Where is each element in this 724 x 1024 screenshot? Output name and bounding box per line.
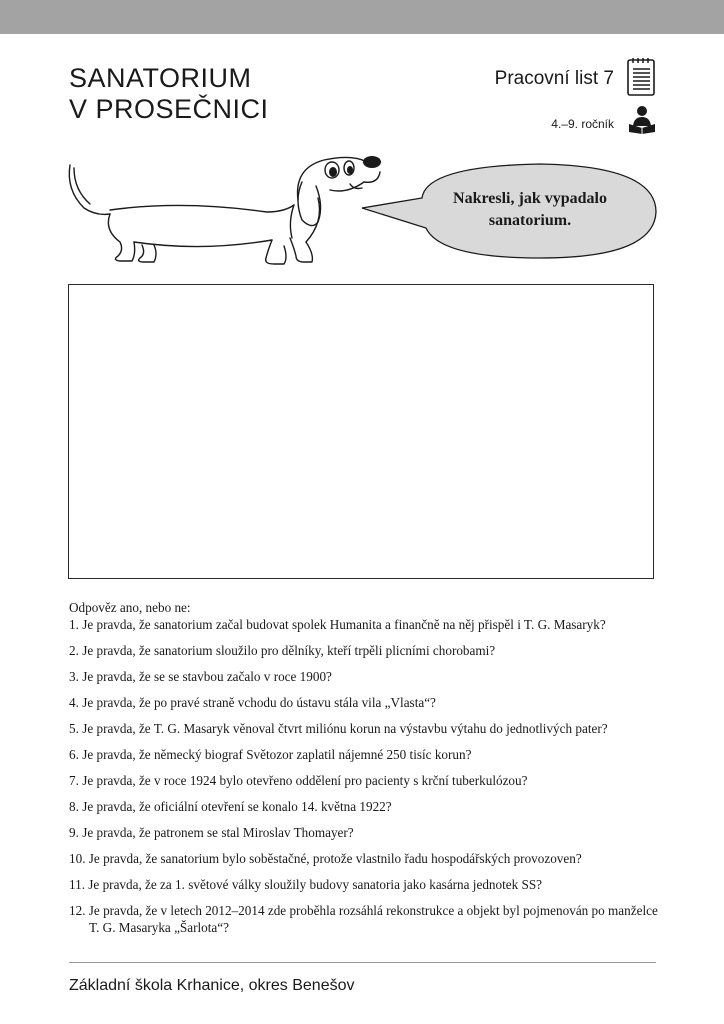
question-text: Je pravda, že sanatorium bylo soběstačné, protože vlastnilo řadu hospodářských provozoven? [88, 851, 582, 866]
school-footer: Základní škola Krhanice, okres Benešov [69, 977, 355, 994]
question-number: 4. [69, 695, 79, 710]
question-item [69, 876, 669, 893]
question-text: Je pravda, že německý biograf Světozor zaplatil nájemné 250 tisíc korun? [82, 747, 472, 762]
footer-divider [69, 962, 656, 963]
question-text: Je pravda, že T. G. Masaryk věnoval čtvrt miliónu korun na výstavbu výtahu do jednotlivých pater? [82, 721, 608, 736]
question-text: Je pravda, že v letech 2012–2014 zde proběhla rozsáhlá rekonstrukce a objekt byl pojmenován po manželce T. G. Masaryka „Šarlota“? [88, 903, 658, 935]
question-item [69, 902, 669, 936]
question-number: 3. [69, 669, 79, 684]
reading-student-icon [627, 104, 657, 134]
question-number: 6. [69, 747, 79, 762]
question-number: 11. [69, 877, 85, 892]
title-line-1: SANATORIUM [69, 63, 252, 93]
grade-label: 4.–9. ročník [551, 117, 614, 131]
question-text: Je pravda, že v roce 1924 bylo otevřeno oddělení pro pacienty s krční tuberkulózou? [82, 773, 528, 788]
question-number: 7. [69, 773, 79, 788]
top-bar [0, 0, 724, 34]
question-list [69, 616, 669, 936]
task-instruction: Odpověz ano, nebo ne: [69, 600, 191, 615]
question-item [69, 668, 669, 685]
question-item [69, 720, 669, 737]
question-item [69, 746, 669, 763]
question-number: 8. [69, 799, 79, 814]
title-line-2: V PROSEČNICI [69, 94, 269, 124]
question-item [69, 824, 669, 841]
dachshund-illustration [62, 150, 392, 275]
question-item [69, 772, 669, 789]
question-item [69, 850, 669, 867]
worksheet-label: Pracovní list 7 [494, 68, 614, 89]
question-text: Je pravda, že patronem se stal Miroslav Thomayer? [82, 825, 354, 840]
question-item [69, 616, 669, 633]
drawing-area[interactable] [68, 284, 654, 579]
page-title [69, 63, 269, 125]
question-number: 12. [69, 903, 86, 918]
question-number: 9. [69, 825, 79, 840]
question-number: 10. [69, 851, 86, 866]
question-item [69, 642, 669, 659]
notebook-icon [626, 57, 656, 97]
question-text: Je pravda, že za 1. světové války sloužily budovy sanatoria jako kasárna jednotek SS? [88, 877, 543, 892]
question-text: Je pravda, že oficiální otevření se konalo 14. května 1922? [82, 799, 392, 814]
question-section [69, 599, 669, 945]
question-item [69, 798, 669, 815]
question-text: Je pravda, že se se stavbou začalo v roce 1900? [82, 669, 332, 684]
question-text: Je pravda, že po pravé straně vchodu do ústavu stála vila „Vlasta“? [82, 695, 436, 710]
question-number: 1. [69, 617, 79, 632]
question-number: 5. [69, 721, 79, 736]
question-text: Je pravda, že sanatorium sloužilo pro dělníky, kteří trpěli plicními chorobami? [82, 643, 496, 658]
question-text: Je pravda, že sanatorium začal budovat spolek Humanita a finančně na něj přispěl i T. G. Masaryk? [82, 617, 606, 632]
speech-bubble-text: Nakresli, jak vypadalo sanatorium. [453, 190, 607, 229]
question-item [69, 694, 669, 711]
question-number: 2. [69, 643, 79, 658]
